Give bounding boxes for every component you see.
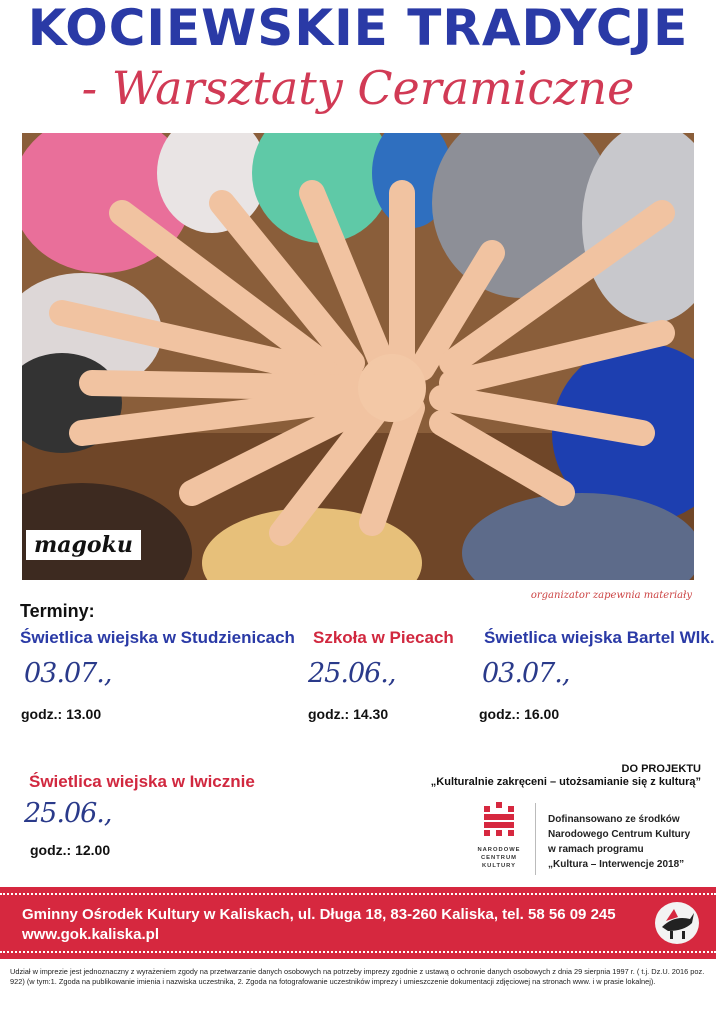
funding-line: Narodowego Centrum Kultury [548,829,691,840]
nck-logo [470,802,528,878]
logo-divider [535,803,536,875]
time-bartel: godz.: 16.00 [479,706,560,722]
consent-disclaimer: Udział w imprezie jest jednoznaczny z wyrażeniem zgody na przetwarzanie danych osobowych na potrzeby imprezy zgodnie z ustawą o ochronie danych osobowych z dnia 29 sierpnia 1997 r. ( t.j. Dz.U. 2016 poz. 922) (w tym:1. Zgoda na publikowanie imienia i nazwiska uczestnika, 2. Zgoda na fotografowanie uczestników imprezy i umieszczenie dokumentacji zdjęciowej na stronach www. i w prasie lokalnej). [10,967,705,986]
nck-logo-line: KULTURY [481,863,517,869]
footer-dotted-border-top [0,893,716,895]
time-piece: godz.: 14.30 [308,706,389,722]
photo-watermark-logo: magoku [26,530,141,560]
date-bartel: 03.07., [482,658,570,689]
poster-subtitle: - Warsztaty Ceramiczne [81,61,635,115]
venue-bartel: Świetlica wiejska Bartel Wlk. [484,628,715,647]
footer-address: Gminny Ośrodek Kultury w Kaliskach, ul. Długa 18, 83-260 Kaliska, tel. 58 56 09 245 [22,906,616,923]
nck-logo-line: CENTRUM [481,855,517,861]
footer-dotted-border-bottom [0,951,716,953]
group-photo [22,133,694,580]
funding-info [548,812,690,872]
funding-line: Dofinansowano ze środków [548,814,680,825]
footer-banner [0,887,716,959]
project-heading: DO PROJEKTU [621,763,701,775]
nck-logo-line: NARODOWE [477,847,521,853]
project-name: „Kulturalnie zakręceni – utożsamianie się z kulturą” [430,776,701,788]
venue-studzienice: Świetlica wiejska w Studzienicach [20,628,295,647]
gok-logo-icon [654,901,700,945]
date-iwiczno: 25.06., [24,798,112,829]
footer-website-link[interactable]: www.gok.kaliska.pl [22,926,159,943]
poster-title: KOCIEWSKIE TRADYCJE [27,0,689,57]
venue-piece: Szkoła w Piecach [313,628,454,647]
funding-line: „Kultura – Interwencje 2018” [548,859,685,870]
date-studzienice: 03.07., [24,658,112,689]
funding-line: w ramach programu [548,844,644,855]
time-iwiczno: godz.: 12.00 [30,842,111,858]
venue-iwiczno: Świetlica wiejska w Iwicznie [29,772,255,791]
date-piece: 25.06., [308,658,396,689]
materials-note: organizator zapewnia materiały [530,590,692,601]
time-studzienice: godz.: 13.00 [21,706,102,722]
schedule-heading: Terminy: [20,601,95,621]
